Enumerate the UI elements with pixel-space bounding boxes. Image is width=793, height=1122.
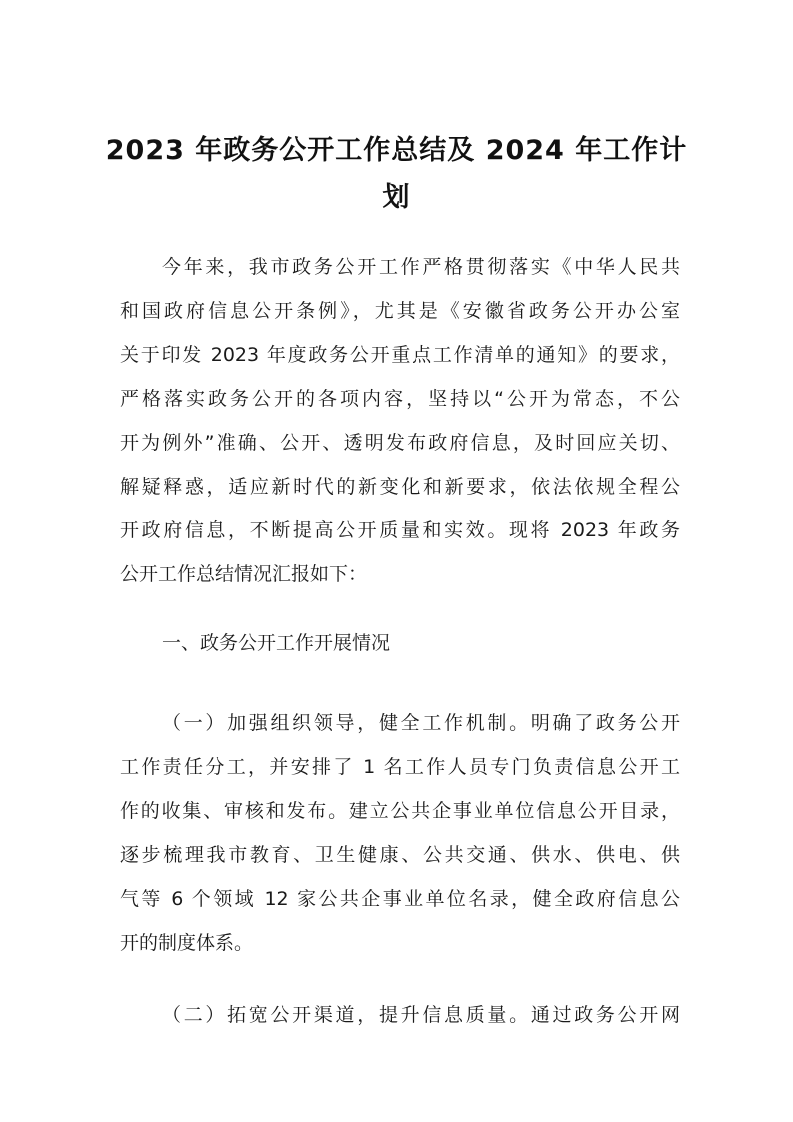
intro-line-8: 公开工作总结情况汇报如下： <box>120 563 368 585</box>
document-title-line-1: 2023 年政务公开工作总结及 2024 年工作计 <box>105 135 688 166</box>
intro-line-6: 解疑释惑，适应新时代的新变化和新要求，依法依规全程公 <box>120 476 680 498</box>
document-title-line-2: 划 <box>382 182 411 213</box>
subsection-1-line-5: 气等 6 个领域 12 家公共企事业单位名录，健全政府信息公 <box>120 888 680 910</box>
intro-line-4: 严格落实政务公开的各项内容，坚持以“公开为常态，不公 <box>120 388 680 410</box>
intro-line-7: 开政府信息，不断提高公开质量和实效。现将 2023 年政务 <box>120 519 680 541</box>
section-1-heading: 一、政务公开工作开展情况 <box>162 632 391 654</box>
subsection-1-line-1: （一）加强组织领导，健全工作机制。明确了政务公开 <box>162 712 680 734</box>
intro-line-2: 和国政府信息公开条例》，尤其是《安徽省政务公开办公室 <box>120 300 680 322</box>
intro-line-1: 今年来，我市政务公开工作严格贯彻落实《中华人民共 <box>162 256 680 278</box>
subsection-1-line-6: 开的制度体系。 <box>120 932 254 954</box>
subsection-1-line-2: 工作责任分工，并安排了 1 名工作人员专门负责信息公开工 <box>120 756 680 778</box>
intro-line-3: 关于印发 2023 年度政务公开重点工作清单的通知》的要求， <box>120 344 680 366</box>
subsection-1-line-3: 作的收集、审核和发布。建立公共企事业单位信息公开目录， <box>120 800 680 822</box>
subsection-2-line-1: （二）拓宽公开渠道，提升信息质量。通过政务公开网 <box>162 1004 680 1026</box>
intro-line-5: 开为例外”准确、公开、透明发布政府信息，及时回应关切、 <box>120 432 680 454</box>
subsection-1-line-4: 逐步梳理我市教育、卫生健康、公共交通、供水、供电、供 <box>120 844 680 866</box>
